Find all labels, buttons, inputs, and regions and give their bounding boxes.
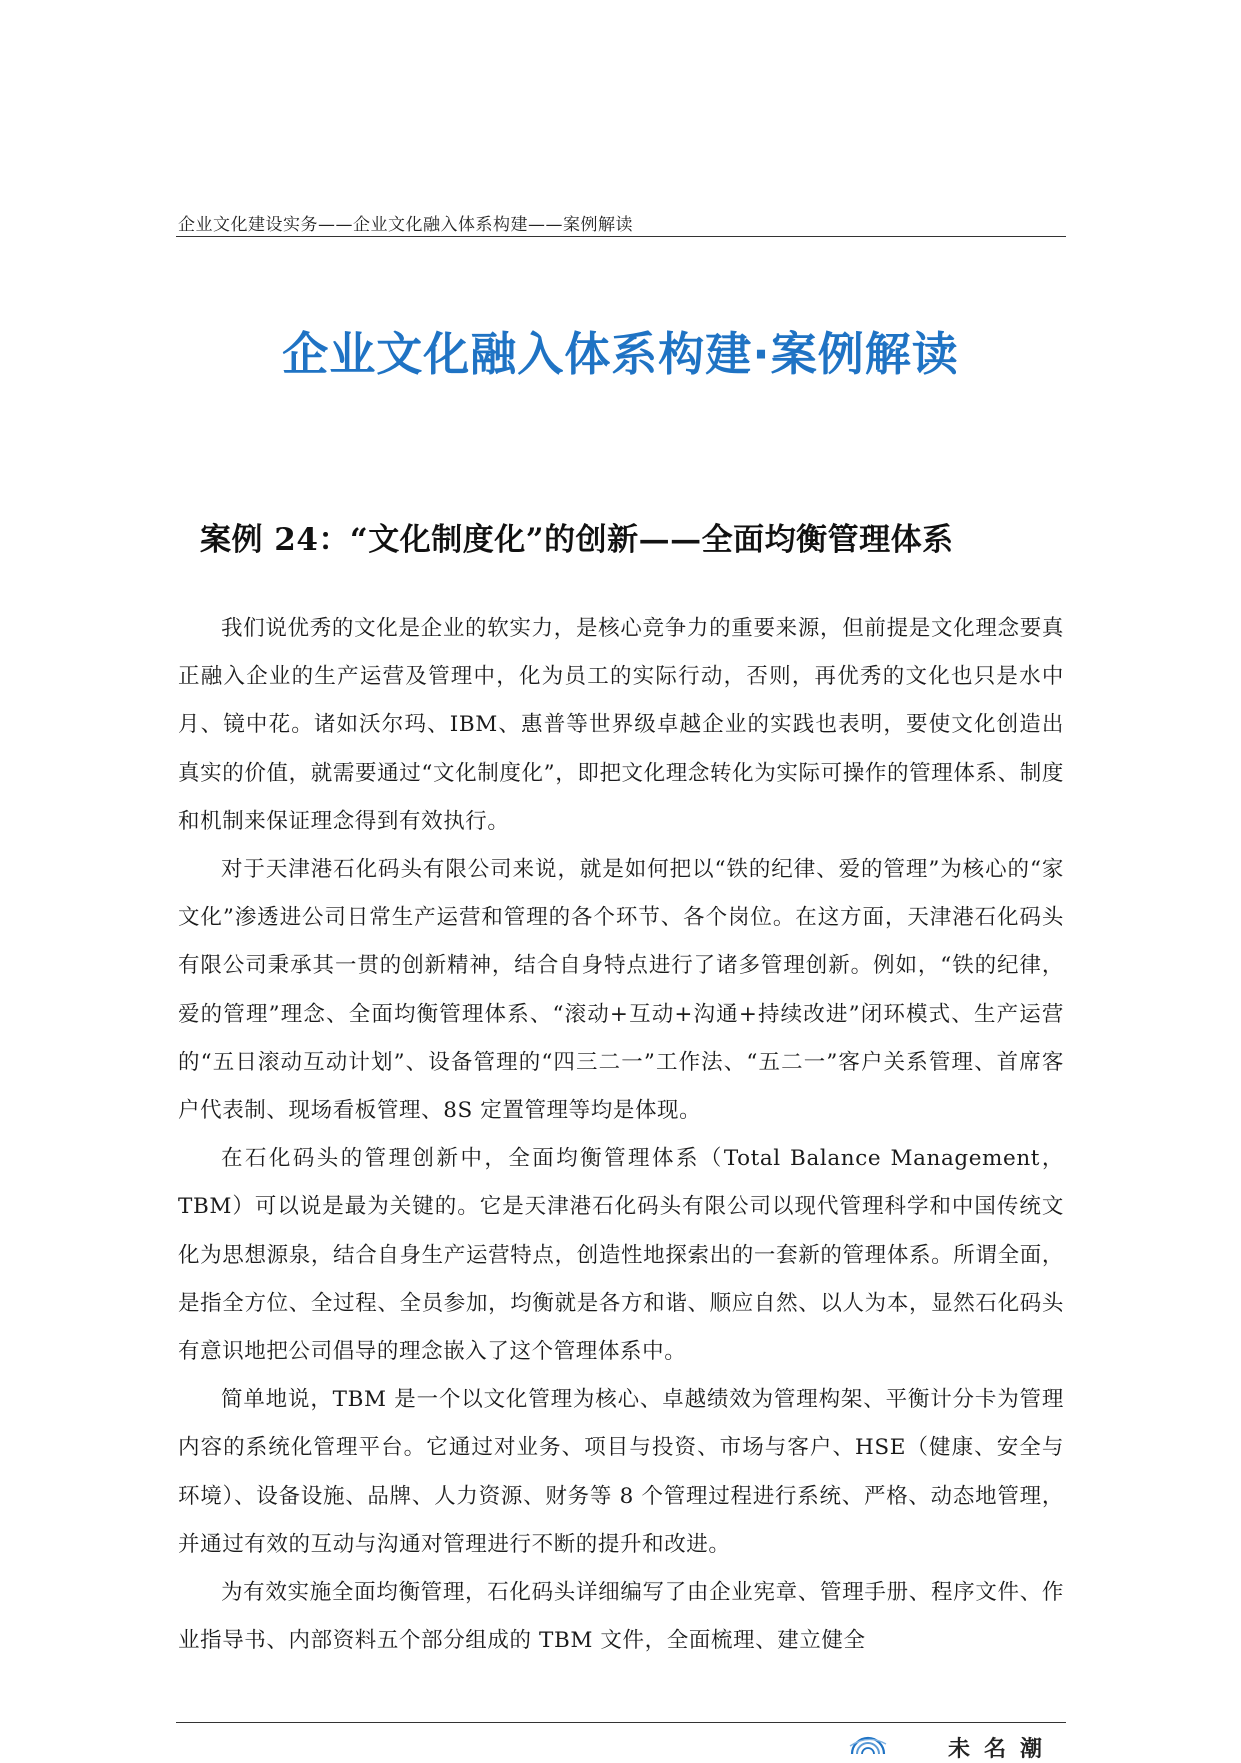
header-rule [176,236,1066,237]
running-header: 企业文化建设实务——企业文化融入体系构建——案例解读 [178,215,633,235]
body-text [178,605,1064,1665]
footer-rule [176,1722,1066,1723]
case-title: 案例 24：“文化制度化”的创新——全面均衡管理体系 [200,522,954,558]
paragraph: 简单地说，TBM 是一个以文化管理为核心、卓越绩效为管理构架、平衡计分卡为管理内容的系统化管理平台。它通过对业务、项目与投资、市场与客户、HSE（健康、安全与环境）、设备设施、品牌、人力资源、财务等 8 个管理过程进行系统、严格、动态地管理，并通过有效的互动与沟通对管理进行不断的提升和改进。 [178,1387,1064,1557]
globe-swirl-icon [848,1728,888,1754]
main-title: 企业文化融入体系构建·案例解读 [282,327,959,381]
paragraph: 在石化码头的管理创新中，全面均衡管理体系（Total Balance Management，TBM）可以说是最为关键的。它是天津港石化码头有限公司以现代管理科学和中国传统文化为思想源泉，结合自身生产运营特点，创造性地探索出的一套新的管理体系。所谓全面，是指全方位、全过程、全员参加，均衡就是各方和谐、顺应自然、以人为本，显然石化码头有意识地把公司倡导的理念嵌入了这个管理体系中。 [178,1146,1064,1365]
footer-brand: 未名潮 [948,1737,1057,1762]
paragraph: 为有效实施全面均衡管理，石化码头详细编写了由企业宪章、管理手册、程序文件、作业指导书、内部资料五个部分组成的 TBM 文件，全面梳理、建立健全 [178,1580,1064,1654]
paragraph: 我们说优秀的文化是企业的软实力，是核心竞争力的重要来源，但前提是文化理念要真正融入企业的生产运营及管理中，化为员工的实际行动，否则，再优秀的文化也只是水中月、镜中花。诸如沃尔玛、IBM、惠普等世界级卓越企业的实践也表明，要使文化创造出真实的价值，就需要通过“文化制度化”，即把文化理念转化为实际可操作的管理体系、制度和机制来保证理念得到有效执行。 [178,616,1064,834]
paragraph: 对于天津港石化码头有限公司来说，就是如何把以“铁的纪律、爱的管理”为核心的“家文化”渗透进公司日常生产运营和管理的各个环节、各个岗位。在这方面，天津港石化码头有限公司秉承其一贯的创新精神，结合自身特点进行了诸多管理创新。例如，“铁的纪律，爱的管理”理念、全面均衡管理体系、“滚动+互动+沟通+持续改进”闭环模式、生产运营的“五日滚动互动计划”、设备管理的“四三二一”工作法、“五二一”客户关系管理、首席客户代表制、现场看板管理、8S 定置管理等均是体现。 [178,857,1064,1124]
